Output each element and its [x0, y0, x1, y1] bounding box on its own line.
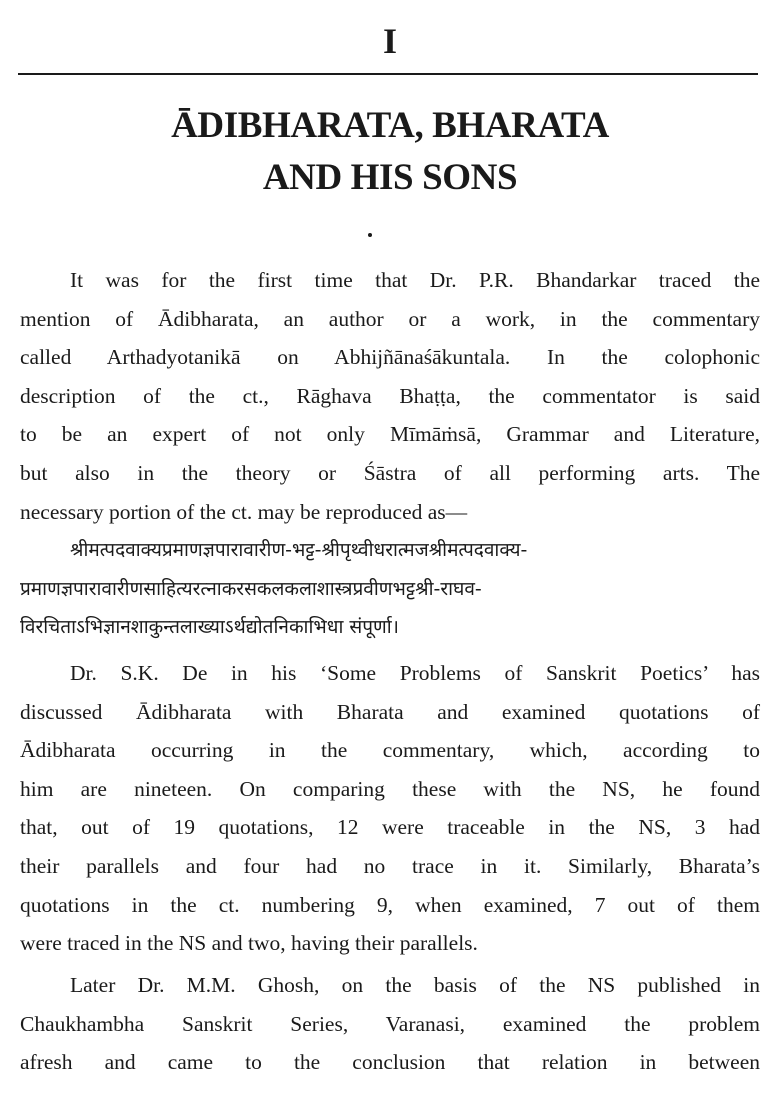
text-line: Chaukhambha Sanskrit Series, Varanasi, examined the problem — [20, 1011, 760, 1036]
paragraph-4 — [20, 966, 760, 1082]
text-line: description of the ct., Rāghava Bhaṭṭa, the commentator is said — [20, 383, 760, 408]
chapter-title-line-1: ĀDIBHARATA, BHARATA — [171, 105, 609, 146]
text-line: to be an expert of not only Mīmāṁsā, Grammar and Literature, — [20, 422, 760, 447]
text-line: It was for the first time that Dr. P.R. Bhandarkar traced the — [70, 268, 760, 292]
sanskrit-quotation — [20, 531, 760, 647]
ornament-dot — [368, 233, 372, 237]
text-line: called Arthadyotanikā on Abhijñānaśākuntala. In the colophonic — [20, 345, 760, 370]
text-line: their parallels and four had no trace in it. Similarly, Bharata’s — [20, 853, 760, 878]
text-line: afresh and came to the conclusion that relation in between — [20, 1050, 760, 1075]
text-line: necessary portion of the ct. may be reproduced as— — [20, 499, 468, 524]
text-line: discussed Ādibharata with Bharata and examined quotations of — [20, 699, 760, 724]
header-rule — [18, 73, 758, 75]
text-line: Dr. S.K. De in his ‘Some Problems of Sanskrit Poetics’ has — [70, 661, 760, 685]
text-line: श्रीमत्पदवाक्यप्रमाणज्ञपारावारीण-भट्ट-श्रीपृथ्वीधरात्मजश्रीमत्पदवाक्य- — [70, 539, 528, 561]
text-line: Later Dr. M.M. Ghosh, on the basis of the NS published in — [70, 973, 760, 997]
text-line: but also in the theory or Śāstra of all performing arts. The — [20, 460, 760, 485]
chapter-title-line-2: AND HIS SONS — [262, 157, 518, 198]
text-line: विरचिताऽभिज्ञानशाकुन्तलाख्याऽर्थद्योतनिकाभिधा संपूर्णा। — [20, 616, 399, 639]
text-line: प्रमाणज्ञपारावारीणसाहित्यरत्नाकरसकलकलाशास्त्रप्रवीणभट्टश्री-राघव- — [20, 577, 482, 600]
text-line: were traced in the NS and two, having their parallels. — [20, 931, 478, 956]
text-line: that, out of 19 quotations, 12 were traceable in the NS, 3 had — [20, 815, 760, 840]
chapter-title — [0, 100, 780, 204]
text-line: mention of Ādibharata, an author or a work, in the commentary — [20, 306, 760, 331]
text-line: him are nineteen. On comparing these with the NS, he found — [20, 776, 760, 801]
chapter-number: I — [382, 21, 397, 61]
paragraph-1 — [20, 261, 760, 531]
paragraph-3 — [20, 654, 760, 963]
text-line: quotations in the ct. numbering 9, when examined, 7 out of them — [20, 892, 760, 917]
text-line: Ādibharata occurring in the commentary, which, according to — [20, 738, 760, 763]
